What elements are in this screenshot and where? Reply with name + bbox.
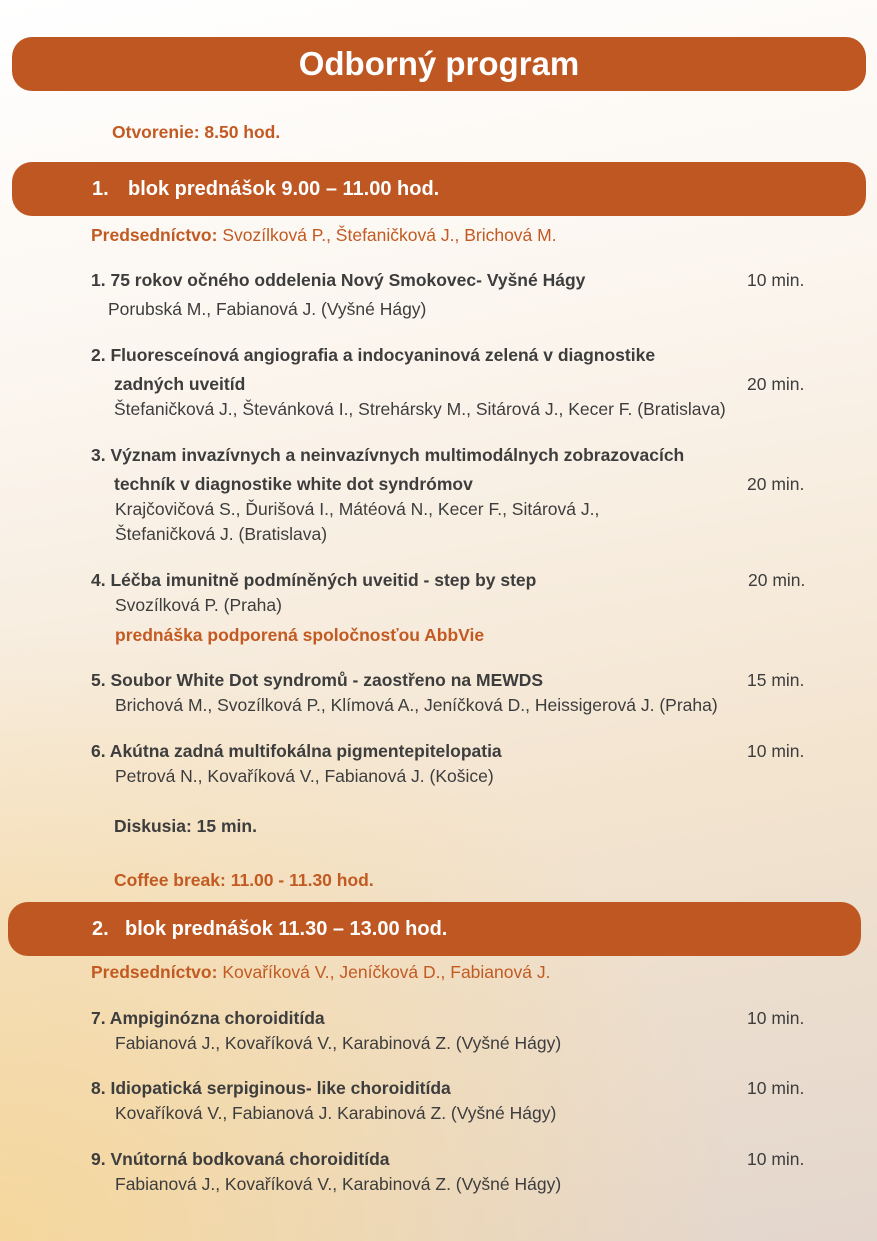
talk-5-title: 5. Soubor White Dot syndromů - zaostřeno na MEWDS xyxy=(91,670,544,690)
talk-2-title: 2. Fluoresceínová angiografia a indocyaninová zelená v diagnostike xyxy=(91,345,656,365)
block-1-number: 1. xyxy=(92,178,109,200)
talk-4-authors: Svozílková P. (Praha) xyxy=(115,595,282,615)
talk-3-duration: 20 min. xyxy=(747,474,805,494)
block-2-chair xyxy=(91,962,550,983)
block-2-number: 2. xyxy=(92,918,109,940)
talk-1-duration: 10 min. xyxy=(747,270,805,290)
talk-7-duration: 10 min. xyxy=(747,1008,805,1028)
talk-8-authors: Kovaříková V., Fabianová J. Karabinová Z. (Vyšné Hágy) xyxy=(115,1103,557,1123)
talk-3-title-cont: techník v diagnostike white dot syndrómov xyxy=(114,474,473,494)
talk-7-title: 7. Ampiginózna choroiditída xyxy=(91,1008,325,1028)
chair-label: Predsedníctvo: xyxy=(91,962,218,982)
talk-2-duration: 20 min. xyxy=(747,374,805,394)
coffee-break: Coffee break: 11.00 - 11.30 hod. xyxy=(114,870,374,890)
block-1-banner xyxy=(12,162,866,216)
talk-3-title: 3. Význam invazívnych a neinvazívnych multimodálnych zobrazovacích xyxy=(91,445,685,465)
block-2-banner xyxy=(8,902,861,956)
talk-6-title: 6. Akútna zadná multifokálna pigmentepitelopatia xyxy=(91,741,502,761)
page-title-banner xyxy=(12,37,866,91)
discussion: Diskusia: 15 min. xyxy=(114,816,257,836)
talk-4-duration: 20 min. xyxy=(748,570,806,590)
talk-5-duration: 15 min. xyxy=(747,670,805,690)
chair-names: Kovaříková V., Jeníčková D., Fabianová J. xyxy=(222,962,551,982)
talk-9-title: 9. Vnútorná bodkovaná choroiditída xyxy=(91,1149,390,1169)
opening-time: Otvorenie: 8.50 hod. xyxy=(112,122,281,142)
talk-3-authors-cont: Štefaničková J. (Bratislava) xyxy=(115,524,328,544)
talk-6-duration: 10 min. xyxy=(747,741,805,761)
block-1-title: blok prednášok 9.00 – 11.00 hod. xyxy=(128,178,440,200)
talk-3-authors: Krajčovičová S., Ďurišová I., Mátéová N., Kecer F., Sitárová J., xyxy=(115,499,600,519)
talk-4-sponsor: prednáška podporená spoločnosťou AbbVie xyxy=(115,625,485,645)
page-title: Odborný program xyxy=(298,45,580,82)
talk-2-title-cont: zadných uveitíd xyxy=(114,374,246,394)
talk-4-title: 4. Léčba imunitně podmíněných uveitid - step by step xyxy=(91,570,537,590)
talk-1-authors: Porubská M., Fabianová J. (Vyšné Hágy) xyxy=(108,299,427,319)
talk-5-authors: Brichová M., Svozílková P., Klímová A., Jeníčková D., Heissigerová J. (Praha) xyxy=(115,695,718,715)
talk-9-authors: Fabianová J., Kovaříková V., Karabinová Z. (Vyšné Hágy) xyxy=(115,1174,562,1194)
chair-names: Svozílková P., Štefaničková J., Brichová M. xyxy=(222,225,557,245)
talk-7-authors: Fabianová J., Kovaříková V., Karabinová Z. (Vyšné Hágy) xyxy=(115,1033,562,1053)
talk-6-authors: Petrová N., Kovaříková V., Fabianová J. (Košice) xyxy=(115,766,494,786)
block-2-title: blok prednášok 11.30 – 13.00 hod. xyxy=(125,918,448,940)
chair-label: Predsedníctvo: xyxy=(91,225,218,245)
talk-2-authors: Štefaničková J., Števánková I., Strehársky M., Sitárová J., Kecer F. (Bratislava) xyxy=(114,399,726,419)
block-1-chair xyxy=(91,225,557,246)
talk-8-duration: 10 min. xyxy=(747,1078,805,1098)
talk-1-title: 1. 75 rokov očného oddelenia Nový Smokovec- Vyšné Hágy xyxy=(91,270,586,290)
talk-9-duration: 10 min. xyxy=(747,1149,805,1169)
talk-8-title: 8. Idiopatická serpiginous- like choroiditída xyxy=(91,1078,451,1098)
